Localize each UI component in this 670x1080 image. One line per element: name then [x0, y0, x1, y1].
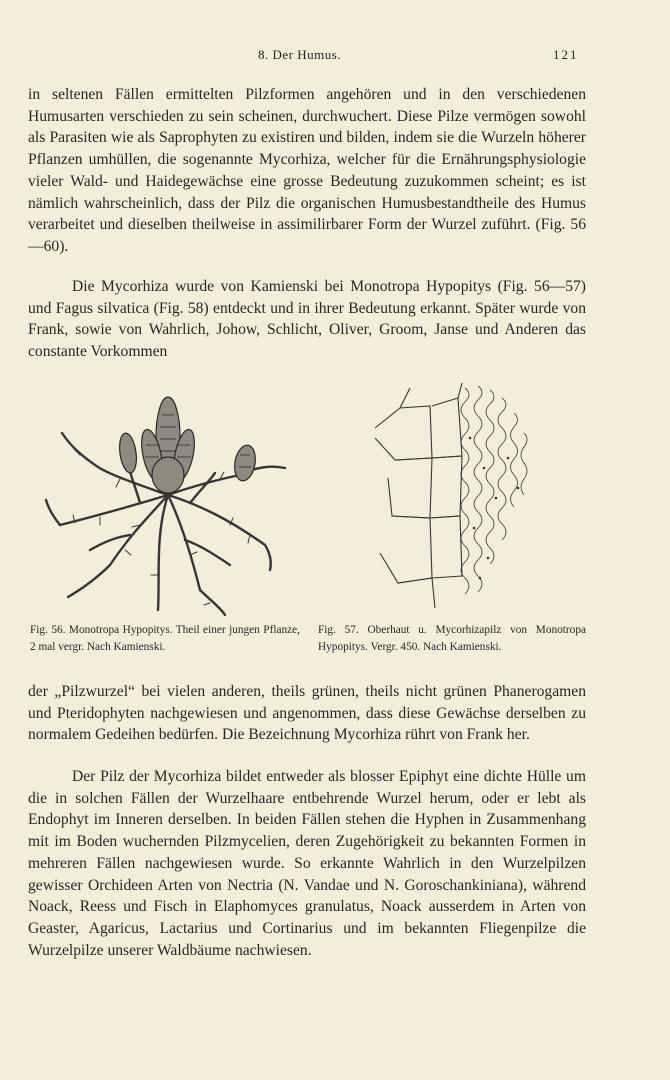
body-paragraph-4: Der Pilz der Mycorhiza bildet entweder als blosser Epiphyt eine dichte Hülle um die in solchen Fällen der Wurzelhaare entbehrende Wurzel herum, oder er lebt als Endophyt im Inneren derselben. In beiden Fällen stehen die Hyphen in Zusammenhang mit im Boden wuchernden Pilzmycelien, deren Zugehörigkeit zu bekannten Formen in mehreren Fällen nachgewiesen wurde. So erkannte Wahrlich in den Wurzelpilzen gewisser Orchideen Arten von Nectria (N. Vandae und N. Goroschankiniana), während Noack, Reess und Fisch in Elaphomyces granulatus, Noack ausserdem in Arten von Geaster, Agaricus, Lactarius und Cortinarius und im bekannten Fliegenpilze die Wurzelpilze unserer Waldbäume nachwiesen. — [28, 768, 586, 959]
figure-56-caption: Fig. 56. Monotropa Hypopitys. Theil einer jungen Pflanze, 2 mal vergr. Nach Kamienski. — [30, 624, 300, 653]
figure-56-monotropa-illustration — [40, 375, 290, 620]
figure-57-caption: Fig. 57. Oberhaut u. Mycorhizapilz von Monotropa Hypopitys. Vergr. 450. Nach Kamienski. — [318, 624, 586, 653]
body-paragraph-1: in seltenen Fällen ermittelten Pilzformen angehören und in den verschiedenen Humusarten verschieden zu sein scheinen, durchwuchert. Diese Pilze vermögen sowohl als Parasiten wie als Saprophyten zu existiren und bilden, indem sie die Wurzeln höherer Pflanzen umhüllen, die sogenannte Mycorhiza, welcher für die Ernährungsphysiologie vieler Wald- und Haidegewächse eine grosse Bedeutung zuzukommen scheint; es ist nämlich wahrscheinlich, dass der Pilz die organischen Humusbestandtheile des Humus verarbeitet und dieselben theilweise in assimilirbarer Form der Wurzel zuführt. (Fig. 56—60). — [28, 86, 586, 255]
chapter-title: 8. Der Humus. — [258, 47, 342, 62]
running-header — [0, 47, 670, 69]
epidermis-cells-drawing — [370, 378, 535, 613]
body-paragraph-2: Die Mycorhiza wurde von Kamienski bei Monotropa Hypopitys (Fig. 56—57) und Fagus silvatica (Fig. 58) entdeckt und in ihrer Bedeutung erkannt. Später wurde von Frank, sowie von Wahrlich, Johow, Schlicht, Oliver, Groom, Janse und Anderen das constante Vorkommen — [28, 278, 586, 361]
page-number: 121 — [553, 47, 579, 62]
monotropa-drawing — [40, 375, 290, 620]
figure-57-epidermis-mycorhiza — [370, 378, 535, 613]
body-paragraph-3: der „Pilzwurzel“ bei vielen anderen, theils grünen, theils nicht grünen Phanerogamen und Pteridophyten nachgewiesen und angenommen, dass diese Gewächse derselben zu normalem Gedeihen bedürfen. Die Bezeichnung Mycorhiza rührt von Frank her. — [28, 683, 586, 744]
